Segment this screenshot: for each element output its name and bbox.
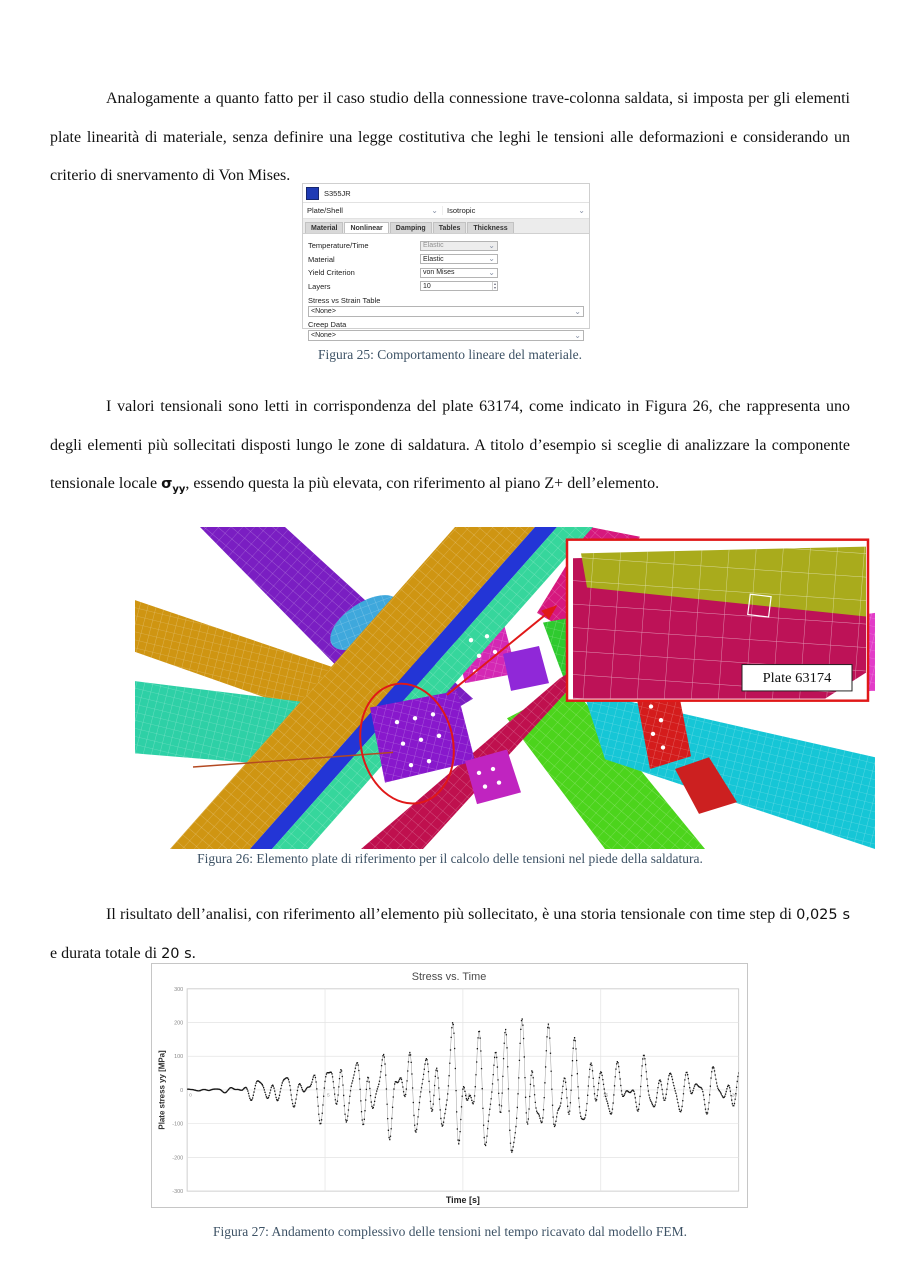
tab-material[interactable]: Material xyxy=(305,222,343,233)
y-axis-label: Plate stress yy [MPa] xyxy=(157,1050,167,1130)
element-type-value: Plate/Shell xyxy=(307,206,343,215)
temperature-time-label: Temperature/Time xyxy=(308,241,369,251)
spinner-arrows-icon[interactable]: ▴ ▾ xyxy=(493,281,496,291)
fem-mesh-figure xyxy=(135,527,875,849)
chevron-down-icon: ⌄ xyxy=(574,330,581,340)
tab-thickness[interactable]: Thickness xyxy=(467,222,513,233)
layers-label: Layers xyxy=(308,281,331,291)
creep-data-value: <None> xyxy=(311,332,336,339)
paragraph-3: Il risultato dell’analisi, con riferimento all’elemento più sollecitato, è una storia tensionale con time step di 0,025 s e durata totale di 20 s. xyxy=(50,906,850,962)
material-model-value: Isotropic xyxy=(447,206,476,215)
material-field-select[interactable] xyxy=(420,254,498,264)
figure27-caption: Figura 27: Andamento complessivo delle tensioni nel tempo ricavato dal modello FEM. xyxy=(213,1224,687,1239)
creep-data-label: Creep Data xyxy=(308,320,347,329)
inset-label: Plate 63174 xyxy=(762,670,832,687)
svg-text:10: 10 xyxy=(464,1093,471,1099)
svg-text:200: 200 xyxy=(174,1020,184,1027)
tab-damping[interactable]: Damping xyxy=(390,222,432,233)
layers-value: 10 xyxy=(423,282,431,290)
material-name: S355JR xyxy=(324,188,351,198)
svg-text:15: 15 xyxy=(602,1093,609,1099)
zoom-inset xyxy=(567,540,868,701)
tab-nonlinear[interactable]: Nonlinear xyxy=(344,222,388,233)
yield-criterion-value: von Mises xyxy=(423,269,455,277)
element-type-select[interactable] xyxy=(303,206,443,215)
material-properties-dialog xyxy=(302,183,590,340)
dialog-form xyxy=(303,234,589,341)
stress-strain-table-value: <None> xyxy=(311,308,336,315)
dialog-tab-bar xyxy=(303,219,589,234)
temperature-time-value: Elastic xyxy=(423,242,444,250)
svg-text:300: 300 xyxy=(174,986,184,993)
tab-tables[interactable]: Tables xyxy=(433,222,467,233)
chevron-down-icon: ⌄ xyxy=(488,240,495,250)
inset-label-box xyxy=(742,665,852,691)
figure25-caption: Figura 25: Comportamento lineare del materiale. xyxy=(318,347,582,362)
svg-text:100: 100 xyxy=(174,1054,184,1061)
chart-svg xyxy=(152,964,747,1207)
stress-time-chart xyxy=(151,963,748,1208)
svg-text:-200: -200 xyxy=(172,1155,184,1162)
material-color-swatch[interactable] xyxy=(306,187,319,200)
svg-text:5: 5 xyxy=(327,1093,330,1099)
chart-title: Stress vs. Time xyxy=(411,970,487,983)
paragraph-2: I valori tensionali sono letti in corrispondenza del plate 63174, come indicato in Figura 26, che rappresenta uno degli elementi più sollecitati disposti lungo le zone di saldatura. A titolo d’esempio si sceglie di analizzare la componente tensionale locale $\sigma_{yy}$, essendo questa la più elevata, con riferimento al piano Z+ dell’elemento. xyxy=(50,398,850,495)
svg-text:-100: -100 xyxy=(172,1121,184,1128)
svg-text:0: 0 xyxy=(180,1087,184,1094)
chevron-down-icon: ⌄ xyxy=(574,306,581,316)
yield-criterion-select[interactable] xyxy=(420,268,498,278)
dialog-title-row xyxy=(303,184,589,203)
svg-text:-300: -300 xyxy=(172,1189,184,1196)
figure26-caption: Figura 26: Elemento plate di riferimento per il calcolo delle tensioni nel piede della saldatura. xyxy=(197,851,703,866)
material-model-select[interactable] xyxy=(443,206,589,215)
x-axis-label: Time [s] xyxy=(445,1195,480,1206)
stress-strain-table-label: Stress vs Strain Table xyxy=(308,296,381,305)
material-field-value: Elastic xyxy=(423,255,444,263)
paragraph-1: Analogamente a quanto fatto per il caso studio della connessione trave-colonna saldata, si imposta per gli elementi plate linearità di materiale, senza definire una legge costitutiva che leghi le tensioni alle deformazioni e considerando un criterio di snervamento di Von Mises. xyxy=(50,90,850,184)
svg-text:0: 0 xyxy=(189,1093,192,1099)
yield-criterion-label: Yield Criterion xyxy=(308,268,355,278)
temperature-time-select[interactable] xyxy=(420,241,498,251)
chevron-down-icon: ⌄ xyxy=(488,254,495,264)
layers-stepper[interactable] xyxy=(420,281,498,291)
y-tick-labels xyxy=(172,987,183,1195)
material-field-label: Material xyxy=(308,254,335,264)
creep-data-select[interactable] xyxy=(308,330,584,341)
svg-text:20: 20 xyxy=(731,1093,738,1099)
chevron-down-icon: ⌄ xyxy=(488,267,495,277)
dialog-selector-row xyxy=(303,203,589,219)
chevron-down-icon: ⌄ xyxy=(431,205,438,215)
chevron-down-icon: ⌄ xyxy=(578,205,585,215)
stress-strain-table-select[interactable] xyxy=(308,306,584,317)
